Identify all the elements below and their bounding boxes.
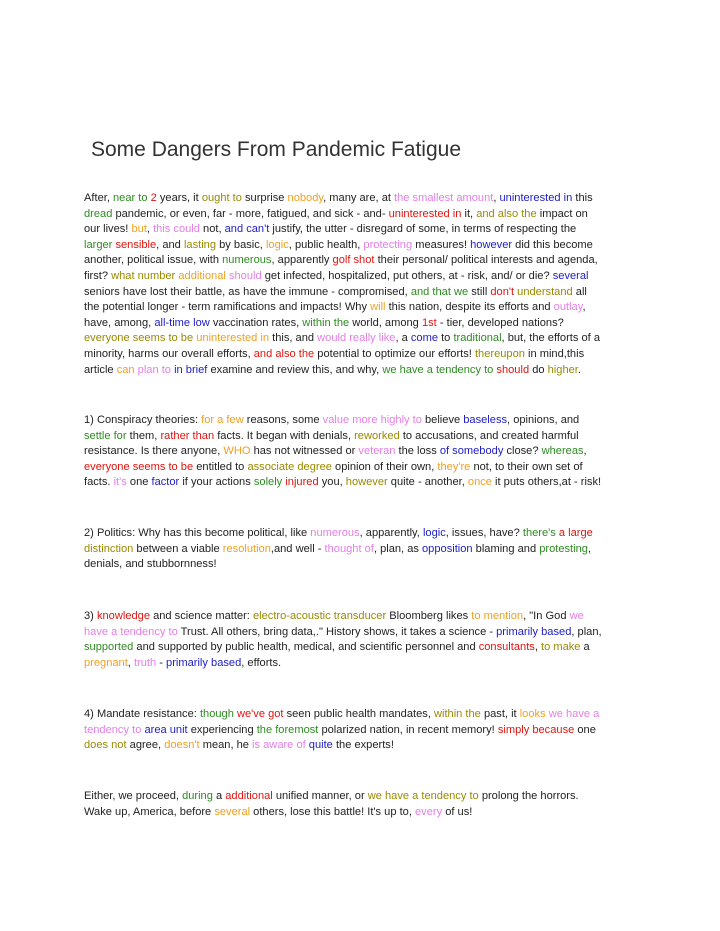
highlighted-phrase: numerous <box>310 527 360 539</box>
highlighted-phrase: reworked <box>354 429 400 442</box>
highlighted-phrase: plan to <box>137 363 171 376</box>
text-run: 3) <box>84 610 97 622</box>
text-run: get infected, hospitalized, put others, at - risk, and/ or die? <box>261 269 553 282</box>
highlighted-phrase: however <box>470 238 513 251</box>
text-run: , apparently <box>271 254 333 267</box>
text-run: it puts others,at - risk! <box>491 476 602 489</box>
highlighted-phrase: simply because <box>497 723 575 736</box>
highlighted-phrase: thereupon <box>474 347 525 360</box>
text-run: if your actions <box>179 476 254 489</box>
text-run: reasons, some <box>243 414 323 426</box>
highlighted-phrase: value more highly to <box>322 414 422 426</box>
text-line <box>84 707 640 723</box>
highlighted-phrase: to make <box>541 641 581 654</box>
text-line <box>84 413 640 429</box>
highlighted-phrase: veteran <box>358 445 396 458</box>
highlighted-phrase: factor <box>151 476 180 489</box>
highlighted-phrase: and that we <box>410 285 469 298</box>
text-run: close? <box>503 445 542 458</box>
highlighted-phrase: we've got <box>236 708 284 720</box>
text-run: denials, and stubbornness! <box>84 558 217 571</box>
text-run: , many are, at <box>323 192 395 204</box>
text-run: potential to optimize our efforts! <box>314 347 475 360</box>
highlighted-phrase: should <box>228 269 262 282</box>
text-run: to accusations, and created harmful <box>399 429 579 442</box>
highlighted-phrase: dread <box>84 207 113 220</box>
highlighted-phrase: everyone seems to be <box>84 332 194 345</box>
text-run: polarized nation, in recent memory! <box>318 723 498 736</box>
text-line <box>84 805 640 821</box>
highlighted-phrase: higher <box>547 363 578 376</box>
highlighted-phrase: looks <box>519 708 546 720</box>
highlighted-phrase: supported <box>84 641 134 654</box>
text-run: experiencing <box>187 723 257 736</box>
text-line <box>84 625 640 641</box>
highlighted-phrase: though <box>199 708 234 720</box>
highlighted-phrase: protecting <box>363 238 413 251</box>
highlighted-phrase: there's <box>522 527 556 539</box>
text-run: seen public health mandates, <box>283 708 434 720</box>
highlighted-phrase: opposition <box>422 542 473 555</box>
document-title: Some Dangers From Pandemic Fatigue <box>91 138 461 161</box>
text-run: have, among, <box>84 316 155 329</box>
highlighted-phrase: whereas <box>541 445 584 458</box>
text-line <box>84 207 640 223</box>
highlighted-phrase: should <box>496 363 530 376</box>
text-run: Trust. All others, bring data,." History shows, it takes a science - <box>177 625 497 638</box>
highlighted-phrase: truth <box>133 656 157 669</box>
text-run: , <box>583 445 587 458</box>
highlighted-phrase: and also the <box>476 207 537 220</box>
highlighted-phrase: near to <box>112 192 148 204</box>
text-run: one <box>574 723 596 736</box>
highlighted-phrase: resolution <box>222 542 271 555</box>
highlighted-phrase: logic <box>422 527 446 539</box>
text-run: their personal/ political interests and agenda, <box>374 254 598 267</box>
highlighted-phrase: everyone seems to be <box>84 460 194 473</box>
text-line <box>84 285 640 301</box>
highlighted-phrase: larger <box>84 238 113 251</box>
highlighted-phrase: knowledge <box>96 610 150 622</box>
text-line <box>84 191 640 207</box>
text-run: pandemic, or even, far - more, fatigued, and sick - and- <box>112 207 389 220</box>
text-run: , plan, <box>571 625 602 638</box>
text-run: vaccination rates, <box>209 316 303 329</box>
text-run: , and <box>156 238 184 251</box>
text-run: did this become <box>512 238 593 251</box>
highlighted-phrase: does not <box>84 739 127 752</box>
text-run: has not witnessed or <box>250 445 359 458</box>
highlighted-phrase: would really like <box>317 332 396 345</box>
text-run: , apparently, <box>359 527 423 539</box>
highlighted-phrase: a large <box>558 527 593 539</box>
text-line <box>84 347 640 363</box>
text-line <box>84 526 640 542</box>
text-run: seniors have lost their battle, as have the immune - compromised, <box>84 285 411 298</box>
text-run: 4) Mandate resistance: <box>84 708 200 720</box>
text-run: this nation, despite its efforts and <box>385 301 554 314</box>
text-run: - tier, developed nations? <box>436 316 564 329</box>
text-run: blaming and <box>472 542 540 555</box>
text-run: ,and well - <box>270 542 325 555</box>
text-run: world, among <box>349 316 422 329</box>
text-run: examine and review this, and why, <box>207 363 383 376</box>
highlighted-phrase: the smallest amount <box>394 192 494 204</box>
paragraph-knowledge-science <box>84 609 640 671</box>
highlighted-phrase: within the <box>433 708 481 720</box>
text-run: it, <box>461 207 477 220</box>
paragraph-intro <box>84 191 640 378</box>
text-line <box>84 475 640 491</box>
highlighted-phrase: understand <box>517 285 573 298</box>
highlighted-phrase: primarily based <box>166 656 242 669</box>
text-run: opinion of their own, <box>331 460 438 473</box>
highlighted-phrase: of somebody <box>439 445 504 458</box>
highlighted-phrase: and can't <box>224 223 270 236</box>
highlighted-phrase: and also the <box>253 347 315 360</box>
highlighted-phrase: settle for <box>84 429 127 442</box>
text-run: , <box>587 542 592 555</box>
text-line <box>84 253 640 269</box>
text-line <box>84 300 640 316</box>
highlighted-phrase: within the <box>302 316 350 329</box>
highlighted-phrase: associate degree <box>247 460 332 473</box>
highlighted-phrase: additional <box>178 269 226 282</box>
highlighted-phrase: golf shot <box>332 254 375 267</box>
text-line <box>84 363 640 379</box>
text-run: a <box>580 641 590 654</box>
highlighted-phrase: electro-acoustic transducer <box>252 610 387 622</box>
paragraph-conclusion <box>84 789 640 820</box>
text-run: and supported by public health, medical, and scientific personnel and <box>133 641 479 654</box>
text-run: , opinions, and <box>507 414 580 426</box>
text-run: impact on <box>536 207 588 220</box>
highlighted-phrase: thought of <box>324 542 374 555</box>
text-run: , but, the efforts of a <box>501 332 601 345</box>
text-run: years, it <box>156 192 202 204</box>
text-line <box>84 444 640 460</box>
text-run: them, <box>126 429 161 442</box>
text-run: to <box>438 332 454 345</box>
text-line <box>84 789 640 805</box>
text-line <box>84 269 640 285</box>
highlighted-phrase: pregnant <box>84 656 128 669</box>
text-run: in mind,this <box>524 347 585 360</box>
text-run: agree, <box>126 739 165 752</box>
text-run: minority, harms our overall efforts, <box>84 347 254 360</box>
highlighted-phrase: outlay <box>553 301 583 314</box>
highlighted-phrase: baseless <box>463 414 508 426</box>
highlighted-phrase: we have a <box>548 708 600 720</box>
text-run: this <box>572 192 593 204</box>
highlighted-phrase: ought to <box>201 192 242 204</box>
text-run: one <box>126 476 152 489</box>
highlighted-phrase: doesn't <box>164 739 200 752</box>
text-run: between a viable <box>133 542 223 555</box>
highlighted-phrase: protesting <box>539 542 588 555</box>
highlighted-phrase: this could <box>153 223 200 236</box>
highlighted-phrase: solely <box>253 476 283 489</box>
highlighted-phrase: however <box>345 476 388 489</box>
highlighted-phrase: several <box>214 805 251 818</box>
paragraph-conspiracy-theories <box>84 413 640 491</box>
highlighted-phrase: can <box>116 363 135 376</box>
text-line <box>84 331 640 347</box>
highlighted-phrase: uninterested in <box>499 192 573 204</box>
text-line <box>84 316 640 332</box>
text-run: a <box>212 790 226 802</box>
text-run: . <box>577 363 581 376</box>
text-run: do <box>529 363 548 376</box>
text-run: , a <box>395 332 411 345</box>
text-run: facts. <box>84 476 114 489</box>
text-run: the potential longer - term ramifications and impacts! Why <box>84 301 371 314</box>
text-run: resistance. Is there anyone, <box>84 445 224 458</box>
text-run: unified manner, or <box>272 790 368 802</box>
text-run: , issues, have? <box>445 527 523 539</box>
highlighted-phrase: sensible <box>115 238 157 251</box>
text-run: not, <box>199 223 225 236</box>
text-run: and science matter: <box>150 610 253 622</box>
text-run: Either, we proceed, <box>84 790 183 802</box>
highlighted-phrase: distinction <box>84 542 134 555</box>
text-run: first? <box>84 269 112 282</box>
text-run: , <box>534 641 541 654</box>
highlighted-phrase: injured <box>285 476 319 489</box>
highlighted-phrase: for a few <box>201 414 244 426</box>
text-run: Wake up, America, before <box>84 805 215 818</box>
highlighted-phrase: all-time low <box>154 316 210 329</box>
text-run: the experts! <box>332 739 394 752</box>
highlighted-phrase: is aware of <box>252 739 306 752</box>
highlighted-phrase: in brief <box>174 363 208 376</box>
text-run: still <box>468 285 491 298</box>
highlighted-phrase: additional <box>225 790 273 802</box>
text-run: mean, he <box>199 739 253 752</box>
highlighted-phrase: logic <box>265 238 289 251</box>
text-run: this, and <box>269 332 318 345</box>
text-line <box>84 557 640 573</box>
text-line <box>84 723 640 739</box>
text-run: , <box>493 192 500 204</box>
text-run: , efforts. <box>241 656 282 669</box>
text-line <box>84 460 640 476</box>
highlighted-phrase: during <box>182 790 213 802</box>
text-run: Bloomberg likes <box>386 610 472 622</box>
text-run: surprise <box>241 192 288 204</box>
highlighted-phrase: rather than <box>160 429 215 442</box>
text-run: you, <box>318 476 346 489</box>
text-line <box>84 542 640 558</box>
text-line <box>84 238 640 254</box>
text-run: - <box>156 656 167 669</box>
text-run: another, political issue, with <box>84 254 223 267</box>
highlighted-phrase: WHO <box>223 445 251 458</box>
highlighted-phrase: they're <box>437 460 471 473</box>
text-run: by basic, <box>216 238 266 251</box>
text-run: past, it <box>480 708 520 720</box>
highlighted-phrase: primarily based <box>496 625 572 638</box>
highlighted-phrase: we <box>569 610 584 622</box>
highlighted-phrase: area unit <box>144 723 188 736</box>
text-line <box>84 656 640 672</box>
text-run: others, lose this battle! It's up to, <box>250 805 415 818</box>
highlighted-phrase: 2 <box>150 192 157 204</box>
highlighted-phrase: come <box>410 332 439 345</box>
text-run: all <box>572 285 587 298</box>
text-run: , plan, as <box>373 542 423 555</box>
text-run: After, <box>84 192 113 204</box>
text-line <box>84 738 640 754</box>
text-run: entitled to <box>193 460 248 473</box>
text-run: our lives! <box>84 223 132 236</box>
paragraph-mandate-resistance <box>84 707 640 754</box>
highlighted-phrase: don't <box>490 285 515 298</box>
text-run: measures! <box>412 238 471 251</box>
text-run: of us! <box>442 805 473 818</box>
text-run: quite - another, <box>387 476 468 489</box>
highlighted-phrase: we have a tendency to <box>367 790 479 802</box>
highlighted-phrase: lasting <box>183 238 217 251</box>
highlighted-phrase: quite <box>308 739 333 752</box>
highlighted-phrase: will <box>370 301 386 314</box>
highlighted-phrase: have a tendency to <box>84 625 178 638</box>
highlighted-phrase: consultants <box>478 641 535 654</box>
highlighted-phrase: it's <box>113 476 127 489</box>
text-run: justify, the utter - disregard of some, in terms of respecting the <box>269 223 577 236</box>
text-run: , <box>127 656 134 669</box>
text-run: , <box>146 223 154 236</box>
highlighted-phrase: what number <box>111 269 176 282</box>
text-run: 2) Politics: Why has this become political, like <box>84 527 311 539</box>
highlighted-phrase: numerous <box>222 254 272 267</box>
text-line <box>84 609 640 625</box>
highlighted-phrase: to mention <box>471 610 524 622</box>
highlighted-phrase: uninterested in <box>196 332 270 345</box>
highlighted-phrase: nobody <box>287 192 324 204</box>
text-line <box>84 640 640 656</box>
text-run: facts. It began with denials, <box>214 429 355 442</box>
highlighted-phrase: we have a tendency to <box>382 363 494 376</box>
text-run: prolong the horrors. <box>478 790 579 802</box>
highlighted-phrase: once <box>467 476 492 489</box>
highlighted-phrase: the foremost <box>256 723 319 736</box>
text-line <box>84 222 640 238</box>
text-run: 1) Conspiracy theories: <box>84 414 202 426</box>
text-run: article <box>84 363 117 376</box>
highlighted-phrase: several <box>552 269 589 282</box>
highlighted-phrase: 1st <box>421 316 437 329</box>
text-run: , public health, <box>288 238 364 251</box>
text-run: , "In God <box>523 610 570 622</box>
highlighted-phrase: uninterested in <box>388 207 462 220</box>
text-run: , <box>582 301 586 314</box>
highlighted-phrase: but <box>131 223 147 236</box>
text-line <box>84 429 640 445</box>
text-run: believe <box>421 414 464 426</box>
paragraph-politics <box>84 526 640 573</box>
highlighted-phrase: tendency to <box>84 723 142 736</box>
text-run: not, to their own set of <box>470 460 583 473</box>
highlighted-phrase: every <box>415 805 443 818</box>
highlighted-phrase: traditional <box>453 332 502 345</box>
text-run: the loss <box>395 445 440 458</box>
